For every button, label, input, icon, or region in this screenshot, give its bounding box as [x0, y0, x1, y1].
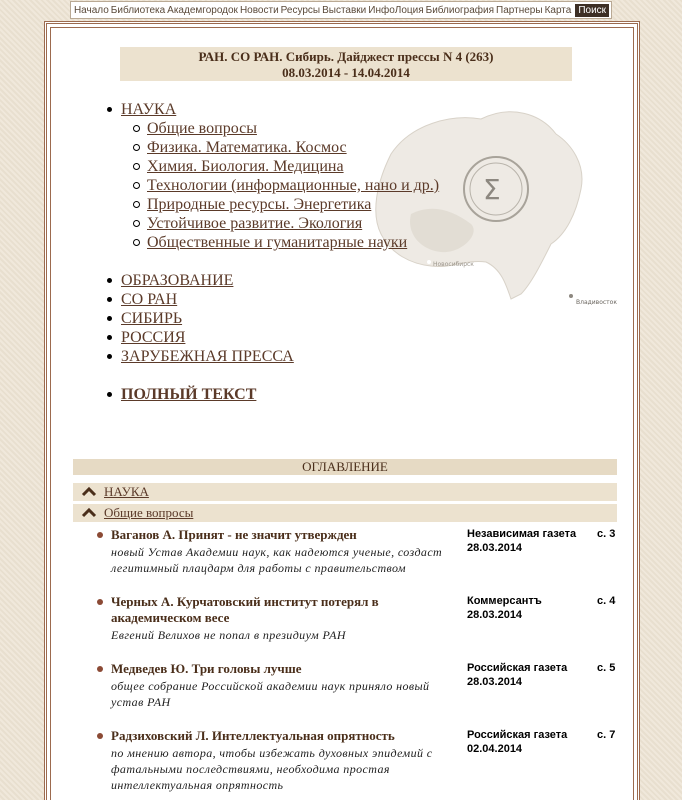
article-description: Евгений Велихов не попал в президиум РАН — [111, 628, 346, 642]
toc-science-sublist — [133, 119, 439, 252]
chevron-up-icon[interactable] — [82, 508, 96, 518]
toc-item-russia — [107, 328, 439, 347]
nav-resources-link[interactable]: Ресурсы — [280, 4, 321, 16]
article-title[interactable]: Ваганов А. Принят - не значит утвержден — [111, 527, 357, 542]
article-bullet — [97, 666, 103, 672]
article-page: с. 5 — [597, 662, 616, 674]
article-source: Российская газета — [467, 729, 568, 741]
chevron-up-icon[interactable] — [82, 487, 96, 497]
toc-link-foreign-press[interactable]: ЗАРУБЕЖНАЯ ПРЕССА — [121, 348, 294, 365]
article-title[interactable]: Радзиховский Л. Интеллектуальная опрятность — [111, 728, 395, 743]
nav-news-link[interactable]: Новости — [239, 4, 279, 16]
toc-sub-item — [133, 233, 439, 252]
toc-sub-item — [133, 157, 439, 176]
toc-link-natural-resources[interactable]: Природные ресурсы. Энергетика — [147, 196, 372, 213]
nav-exhibitions-link[interactable]: Выставки — [322, 4, 367, 16]
nav-home-link[interactable]: Начало — [73, 4, 109, 16]
circle-bullet — [133, 163, 140, 170]
toc-link-general-questions[interactable]: Общие вопросы — [147, 120, 257, 137]
article-source: Коммерсантъ — [467, 595, 542, 607]
article-bullet — [97, 733, 103, 739]
bullet — [107, 107, 112, 112]
article-source: Независимая газета — [467, 528, 577, 540]
circle-bullet — [133, 239, 140, 246]
contents-header: ОГЛАВЛЕНИЕ — [73, 459, 617, 475]
section-label-general-questions[interactable]: Общие вопросы — [104, 505, 194, 520]
bullet — [107, 297, 112, 302]
toc-item-siberia — [107, 309, 439, 328]
article-bullet — [97, 532, 103, 538]
toc-item-sb-ras — [107, 290, 439, 309]
article-page: с. 7 — [597, 729, 616, 741]
toc-link-technologies[interactable]: Технологии (информационные, нано и др.) — [147, 177, 440, 194]
bullet — [107, 354, 112, 359]
digest-title-line2: 08.03.2014 - 14.04.2014 — [282, 65, 410, 80]
nav-library-link[interactable]: Библиотека — [110, 4, 166, 16]
article-date: 28.03.2014 — [467, 676, 523, 688]
top-navigation-bar — [70, 1, 612, 19]
article-bullet — [97, 599, 103, 605]
svg-text:Σ: Σ — [483, 173, 501, 206]
map-city-novosibirsk: Новосибирск — [433, 261, 474, 268]
full-text-link[interactable]: ПОЛНЫЙ ТЕКСТ — [121, 386, 257, 403]
toc-item-full-text — [107, 385, 439, 404]
circle-bullet — [133, 182, 140, 189]
circle-bullet — [133, 144, 140, 151]
toc-link-chemistry[interactable]: Химия. Биология. Медицина — [147, 158, 344, 175]
toc-link-sustainable-development[interactable]: Устойчивое развитие. Экология — [147, 215, 363, 232]
toc-item-education — [107, 271, 439, 290]
nav-map-link[interactable]: Карта — [544, 4, 572, 16]
toc-link-sb-ras[interactable]: СО РАН — [121, 291, 178, 308]
nav-partners-link[interactable]: Партнеры — [496, 4, 543, 16]
top-navigation — [0, 0, 682, 20]
section-bar-general-questions[interactable] — [73, 504, 617, 522]
toc-link-humanities[interactable]: Общественные и гуманитарные науки — [147, 234, 408, 251]
digest-title-line1: РАН. СО РАН. Сибирь. Дайджест прессы N 4 (263) — [198, 49, 494, 64]
toc-sub-item — [133, 214, 439, 233]
article-page: с. 4 — [597, 595, 616, 607]
article-description: новый Устав Академии наук, как надеются ученые, создаст легитимный плацдарм для работы с правительством — [111, 545, 443, 575]
article-page: с. 3 — [597, 528, 616, 540]
toc-sub-item — [133, 138, 439, 157]
nav-akademgorodok-link[interactable]: Академгородок — [167, 4, 238, 16]
article-description: общее собрание Российской академии наук приняло новый устав РАН — [111, 679, 430, 709]
toc-sub-item — [133, 119, 439, 138]
bullet — [107, 278, 112, 283]
bullet — [107, 316, 112, 321]
article-description: по мнению автора, чтобы избежать духовных эпидемий с фатальными последствиями, необходима простая интеллектуальная опрятность — [111, 746, 433, 792]
nav-search-button[interactable]: Поиск — [575, 4, 609, 17]
bullet — [107, 392, 112, 397]
toc-sub-item — [133, 195, 439, 214]
article-date: 02.04.2014 — [467, 743, 523, 755]
toc-link-science[interactable]: НАУКА — [121, 101, 177, 118]
circle-bullet — [133, 201, 140, 208]
toc-link-russia[interactable]: РОССИЯ — [121, 329, 186, 346]
toc-sub-item — [133, 176, 439, 195]
bullet — [107, 335, 112, 340]
article-date: 28.03.2014 — [467, 609, 523, 621]
section-label-science[interactable]: НАУКА — [104, 484, 149, 499]
map-city-vladivostok: Владивосток — [576, 299, 617, 306]
article-title[interactable]: Черных А. Курчатовский институт потерял в академическом весе — [111, 594, 379, 625]
article-source: Российская газета — [467, 662, 568, 674]
section-bar-science[interactable] — [73, 483, 617, 501]
circle-bullet — [133, 125, 140, 132]
toc-item-foreign-press — [107, 347, 439, 366]
circle-bullet — [133, 220, 140, 227]
digest-title — [120, 47, 572, 81]
content-frame — [44, 21, 640, 800]
nav-infolocia-link[interactable]: ИнфоЛоция — [368, 4, 424, 16]
toc-link-physics[interactable]: Физика. Математика. Космос — [147, 139, 347, 156]
toc-link-education[interactable]: ОБРАЗОВАНИЕ — [121, 272, 234, 289]
toc-item-science — [107, 100, 439, 119]
toc-link-siberia[interactable]: СИБИРЬ — [121, 310, 183, 327]
nav-bibliography-link[interactable]: Библиография — [425, 4, 495, 16]
article-date: 28.03.2014 — [467, 542, 523, 554]
table-of-contents-top — [107, 100, 439, 404]
article-title[interactable]: Медведев Ю. Три головы лучше — [111, 661, 302, 676]
